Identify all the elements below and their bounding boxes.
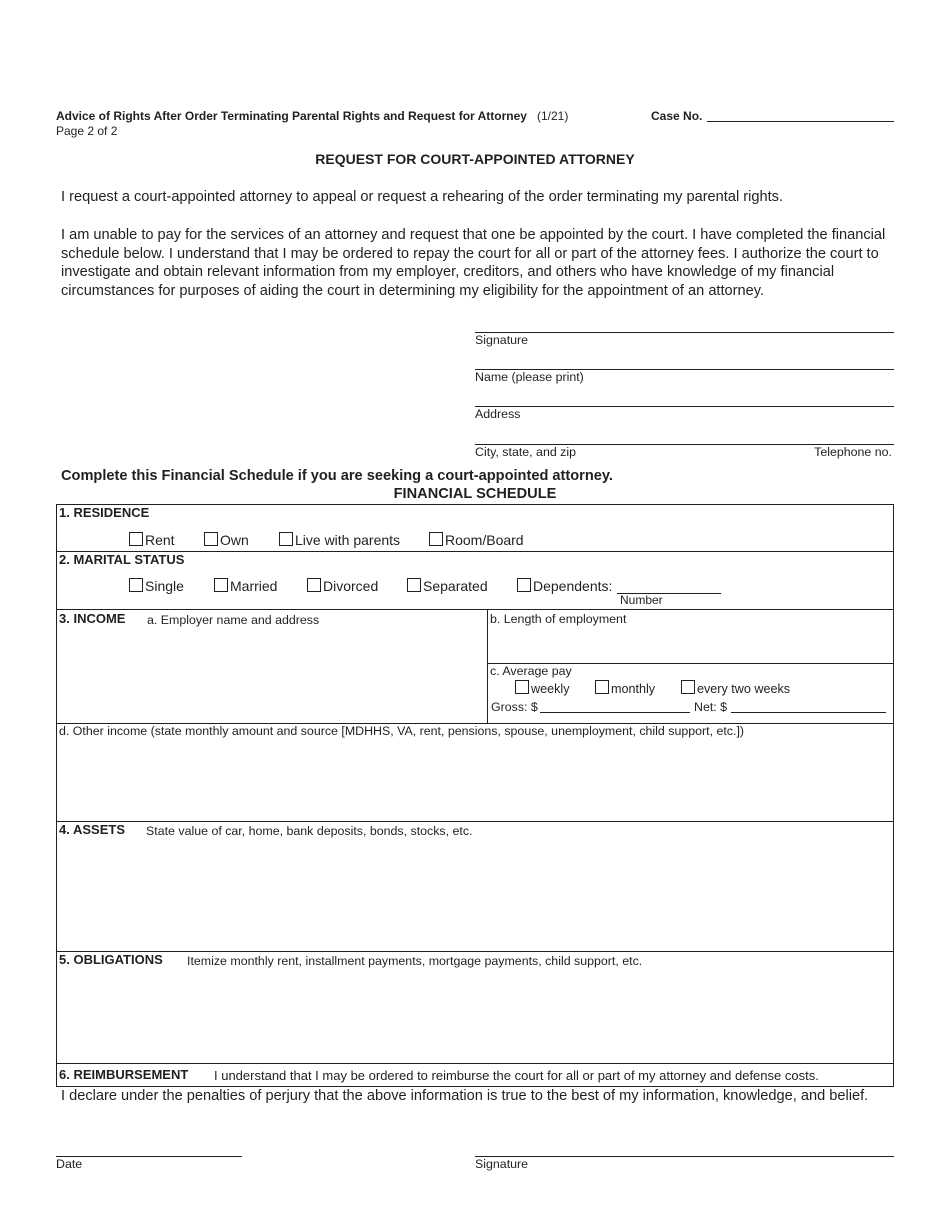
single-checkbox[interactable] xyxy=(129,578,143,592)
rent-checkbox[interactable] xyxy=(129,532,143,546)
financial-schedule-table xyxy=(56,504,894,1087)
date-field[interactable] xyxy=(56,1156,242,1157)
residence-option-room-board[interactable]: Room/Board xyxy=(429,532,524,548)
schedule-instruction: Complete this Financial Schedule if you are seeking a court-appointed attorney. xyxy=(61,468,613,484)
city-label: City, state, and zip xyxy=(475,445,577,459)
case-no-label: Case No. xyxy=(651,109,703,123)
declaration-signature-field[interactable] xyxy=(475,1156,894,1157)
average-pay-label: c. Average pay xyxy=(490,664,572,678)
reimbursement-desc: I understand that I may be ordered to reimburse the court for all or part of my attorney and defense costs. xyxy=(214,1068,819,1083)
residence-option-rent[interactable]: Rent xyxy=(129,532,175,548)
request-paragraph-1: I request a court-appointed attorney to appeal or request a rehearing of the order terminating my parental rights. xyxy=(61,189,783,205)
name-label: Name (please print) xyxy=(475,370,584,384)
assets-desc: State value of car, home, bank deposits, bonds, stocks, etc. xyxy=(146,824,473,838)
marital-option-divorced[interactable]: Divorced xyxy=(307,578,378,594)
marital-status-label: 2. MARITAL STATUS xyxy=(59,552,185,567)
page-number: Page 2 of 2 xyxy=(56,124,118,138)
marital-option-separated[interactable]: Separated xyxy=(407,578,488,594)
obligations-label: 5. OBLIGATIONS xyxy=(59,952,163,967)
request-title: REQUEST FOR COURT-APPOINTED ATTORNEY xyxy=(315,151,635,167)
divider xyxy=(57,821,893,822)
declaration-signature-label: Signature xyxy=(475,1157,529,1171)
divider xyxy=(57,609,893,610)
gross-field[interactable] xyxy=(540,712,690,713)
other-income-label: d. Other income (state monthly amount and source [MDHHS, VA, rent, pensions, spouse, unemployment, child support, etc.]) xyxy=(59,724,745,738)
pay-option-monthly[interactable]: monthly xyxy=(595,680,655,696)
net-field[interactable] xyxy=(731,712,886,713)
request-paragraph-2: I am unable to pay for the services of an attorney and request that one be appointed by the court. I have completed the financial schedule below. I understand that I may be ordered to repay the court for all or part of the attorney fees. I authorize the court to investigate and obtain relevant information from my employer, creditors, and others who have knowledge of my financial circumstances for purposes of aiding the court in determining my eligibility for the appointment of an attorney. xyxy=(61,227,886,299)
number-label: Number xyxy=(620,593,663,607)
schedule-title: FINANCIAL SCHEDULE xyxy=(393,486,557,502)
gross-label: Gross: $ xyxy=(491,700,538,714)
form-header xyxy=(56,109,568,123)
divider xyxy=(487,609,488,723)
form-title: Advice of Rights After Order Terminating Parental Rights and Request for Attorney xyxy=(56,109,527,123)
form-version: (1/21) xyxy=(536,109,569,123)
own-checkbox[interactable] xyxy=(204,532,218,546)
divider xyxy=(57,951,893,952)
monthly-checkbox[interactable] xyxy=(595,680,609,694)
divorced-checkbox[interactable] xyxy=(307,578,321,592)
length-of-employment-label: b. Length of employment xyxy=(490,612,627,626)
reimbursement-label: 6. REIMBURSEMENT xyxy=(59,1067,189,1082)
date-label: Date xyxy=(56,1157,83,1171)
room-board-checkbox[interactable] xyxy=(429,532,443,546)
residence-label: 1. RESIDENCE xyxy=(59,505,150,520)
pay-option-weekly[interactable]: weekly xyxy=(515,680,570,696)
marital-option-single[interactable]: Single xyxy=(129,578,184,594)
signature-label: Signature xyxy=(475,333,529,347)
address-label: Address xyxy=(475,407,521,421)
signature-field[interactable] xyxy=(475,332,894,333)
declaration-text: I declare under the penalties of perjury that the above information is true to the best of my information, knowledge, and belief. xyxy=(61,1088,869,1104)
pay-option-every-two-weeks[interactable]: every two weeks xyxy=(681,680,790,696)
married-checkbox[interactable] xyxy=(214,578,228,592)
net-label: Net: $ xyxy=(694,700,728,714)
every-two-weeks-checkbox[interactable] xyxy=(681,680,695,694)
income-label: 3. INCOME xyxy=(59,611,126,626)
divider xyxy=(57,1063,893,1064)
telephone-label: Telephone no. xyxy=(814,445,892,459)
employer-label: a. Employer name and address xyxy=(147,613,320,627)
separated-checkbox[interactable] xyxy=(407,578,421,592)
case-no-field[interactable] xyxy=(707,121,894,122)
dependents-checkbox[interactable] xyxy=(517,578,531,592)
weekly-checkbox[interactable] xyxy=(515,680,529,694)
residence-option-own[interactable]: Own xyxy=(204,532,249,548)
address-field[interactable] xyxy=(475,406,894,407)
obligations-desc: Itemize monthly rent, installment payments, mortgage payments, child support, etc. xyxy=(187,954,643,968)
assets-label: 4. ASSETS xyxy=(59,822,125,837)
marital-option-dependents[interactable]: Dependents: xyxy=(517,578,612,594)
live-with-parents-checkbox[interactable] xyxy=(279,532,293,546)
residence-option-live-with-parents[interactable]: Live with parents xyxy=(279,532,400,548)
marital-option-married[interactable]: Married xyxy=(214,578,277,594)
